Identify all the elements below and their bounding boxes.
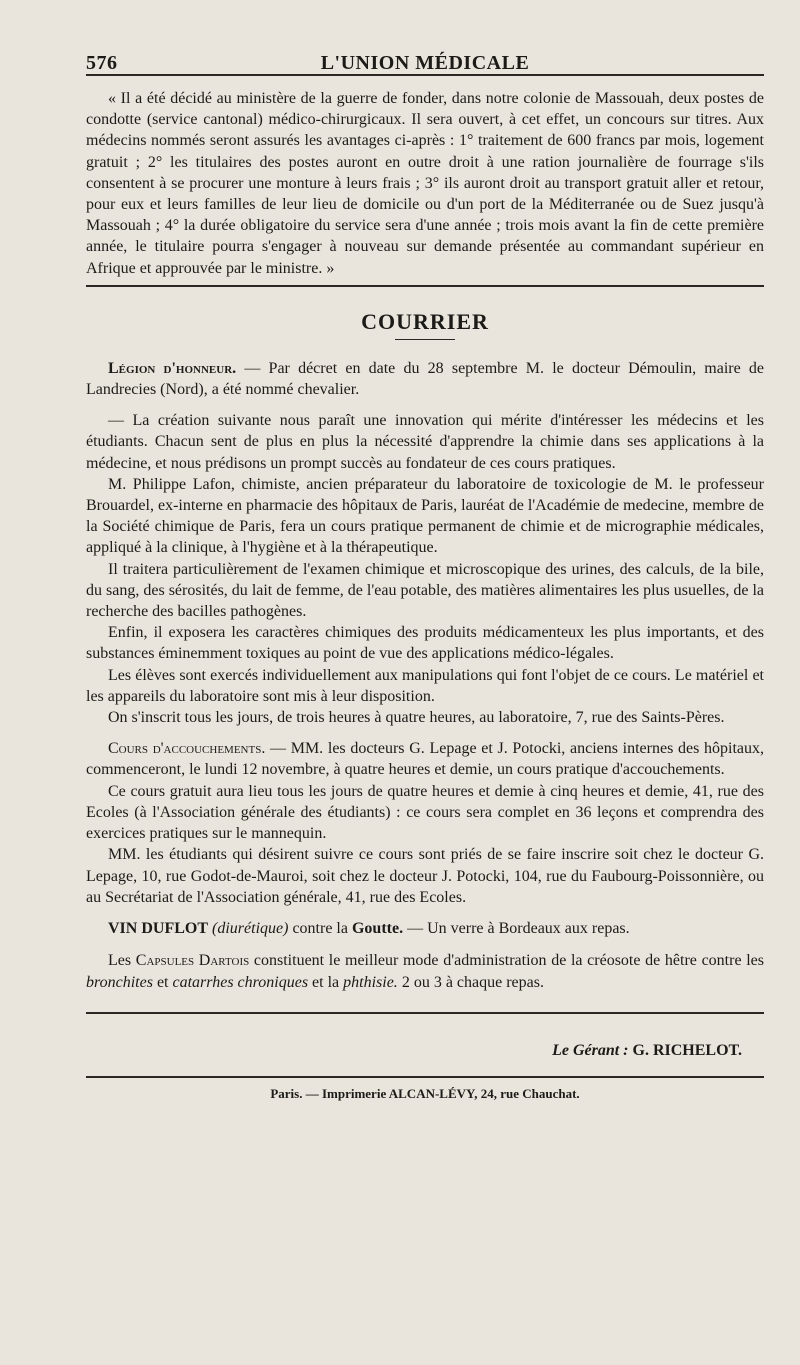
gerant-signature <box>86 1042 764 1060</box>
ad-dartois-text-a: Les <box>108 951 132 969</box>
paragraph-examens: Il traitera particulièrement de l'examen chimique et microscopique des urines, des calculs, de la bile, du sang, des sérosités, du lait de femme, de l'eau potable, des matières alimentaires les plus usuelles, de la recherche des bacilles pathogènes. <box>86 560 764 621</box>
footer-rule <box>86 1076 764 1078</box>
paragraph-chimie-intro: — La création suivante nous paraît une innovation qui mérite d'intéresser les médecins et les étudiants. Chacun sent de plus en plus la nécessité d'apprendre la chimie dans ses applications à la médecine, et nous prédisons un prompt succès au fondateur de ces cours pratiques. <box>86 412 764 472</box>
ads-bottom-rule <box>86 1012 764 1014</box>
paragraph-lafon: M. Philippe Lafon, chimiste, ancien préparateur du laboratoire de toxicologie de M. le professeur Brouardel, ex-interne en pharmacie des hôpitaux de Paris, lauréat de l'Académie de medecine, membre de la Société chimique de Paris, fera un cours pratique permanent de chimie et de micrographie médicales, appliqué à la clinique, à l'hygiène et à la thérapeutique. <box>86 475 764 557</box>
paragraph-toxiques: Enfin, il exposera les caractères chimiques des produits médicamenteux les plus importants, et des substances éminemment toxiques au point de vue des applications médico-légales. <box>86 624 764 663</box>
ad-dartois-text-b: constituent le meilleur mode d'administration de la créosote de hêtre contre les <box>253 951 764 969</box>
legion-text: — Par décret en date du 28 septembre M. le docteur Démoulin, maire de Landrecies (Nord), a été nommé chevalier. <box>86 359 765 399</box>
ad-vin-duflot <box>86 918 764 940</box>
ad-duflot-text-b: — Un verre à Bordeaux aux repas. <box>407 919 630 937</box>
ad-dartois-text-c: 2 ou 3 à chaque repas. <box>401 973 544 991</box>
paragraph-cours-gratuit: Ce cours gratuit aura lieu tous les jours de quatre heures et demie à cinq heures et demie, 41, rue des Ecoles (à l'Association générale des étudiants) : ce cours sera complet en 36 leçons et comprendra des exercices pratiques sur le mannequin. <box>86 782 764 843</box>
gerant-label: Le Gérant : <box>552 1041 629 1059</box>
section-title: COURRIER <box>361 308 489 334</box>
accouchements-text: — MM. les docteurs G. Lepage et J. Potocki, anciens internes des hôpitaux, commenceront, le lundi 12 novembre, à quatre heures et demie, un cours pratique d'accouchements. <box>86 740 765 779</box>
paragraph-eleves: Les élèves sont exercés individuellement aux manipulations qui font l'objet de ce cours. Le matériel et les appareils du laboratoire sont mis à leur disposition. <box>86 666 764 705</box>
ad-dartois-phthisie: phthisie. <box>343 973 398 991</box>
massouah-notice <box>86 76 764 285</box>
accouchements-item <box>86 738 764 780</box>
legion-honneur-item <box>86 358 764 400</box>
journal-title: L'UNION MÉDICALE <box>320 52 530 74</box>
ad-dartois-capsules: Capsules Dartois <box>135 951 250 969</box>
ad-capsules-dartois <box>86 950 764 994</box>
legion-heading: Légion d'honneur. <box>108 359 237 377</box>
ad-dartois-et: et <box>156 973 169 991</box>
ad-dartois-bronchites: bronchites <box>86 973 153 991</box>
ad-duflot-qualifier: (diurétique) <box>212 919 289 937</box>
ad-duflot-text-a: contre la <box>292 919 348 937</box>
accouchements-heading: Cours d'accouchements. <box>108 740 266 758</box>
ad-dartois-catarrhes: catarrhes chroniques <box>172 973 309 991</box>
section-title-rule <box>395 339 455 340</box>
ad-dartois-et-la: et la <box>312 973 340 991</box>
page-number: 576 <box>86 52 118 74</box>
printer-imprint: Paris. — Imprimerie ALCAN-LÉVY, 24, rue Chauchat. <box>270 1085 580 1101</box>
intro-paragraph: « Il a été décidé au ministère de la guerre de fonder, dans notre colonie de Massouah, deux postes de condotte (service cantonal) médico-chirurgicaux. Il sera ouvert, à cet effet, un concours sur titres. Aux médecins nommés seront assurés les avantages ci-après : 1° traitement de 600 francs par mois, logement gratuit ; 2° les titulaires des postes auront en outre droit à une ration journalière de fourrage s'ils consentent à se procurer une monture à leurs frais ; 3° ils auront droit au transport gratuit aller et retour, pour eux et leurs familles de leur lieu de domicile ou d'un port de la Méditerranée ou de Suez jusqu'à Massouah ; 4° la durée obligatoire du service sera d'une année ; trois mois avant la fin de cette première année, le titulaire pourra s'engager à nouveau sur demande présentée au commandant supérieur en Afrique et approuvée par le ministre. » <box>86 90 764 277</box>
section-divider <box>86 285 764 287</box>
ad-duflot-name: VIN DUFLOT <box>108 919 209 937</box>
paragraph-inscription: On s'inscrit tous les jours, de trois heures à quatre heures, au laboratoire, 7, rue des Saints-Pères. <box>108 709 725 727</box>
page-header <box>86 44 764 74</box>
ad-duflot-goutte: Goutte. <box>351 919 404 937</box>
gerant-name: G. RICHELOT. <box>632 1041 742 1059</box>
paragraph-etudiants-inscription: MM. les étudiants qui désirent suivre ce cours sont priés de se faire inscrire soit chez le docteur G. Lepage, 10, rue Godot-de-Mauroi, soit chez le docteur J. Potocki, 104, rue du Faubourg-Poissonnière, ou au Secrétariat de l'Association générale, 41, rue des Ecoles. <box>86 846 764 906</box>
